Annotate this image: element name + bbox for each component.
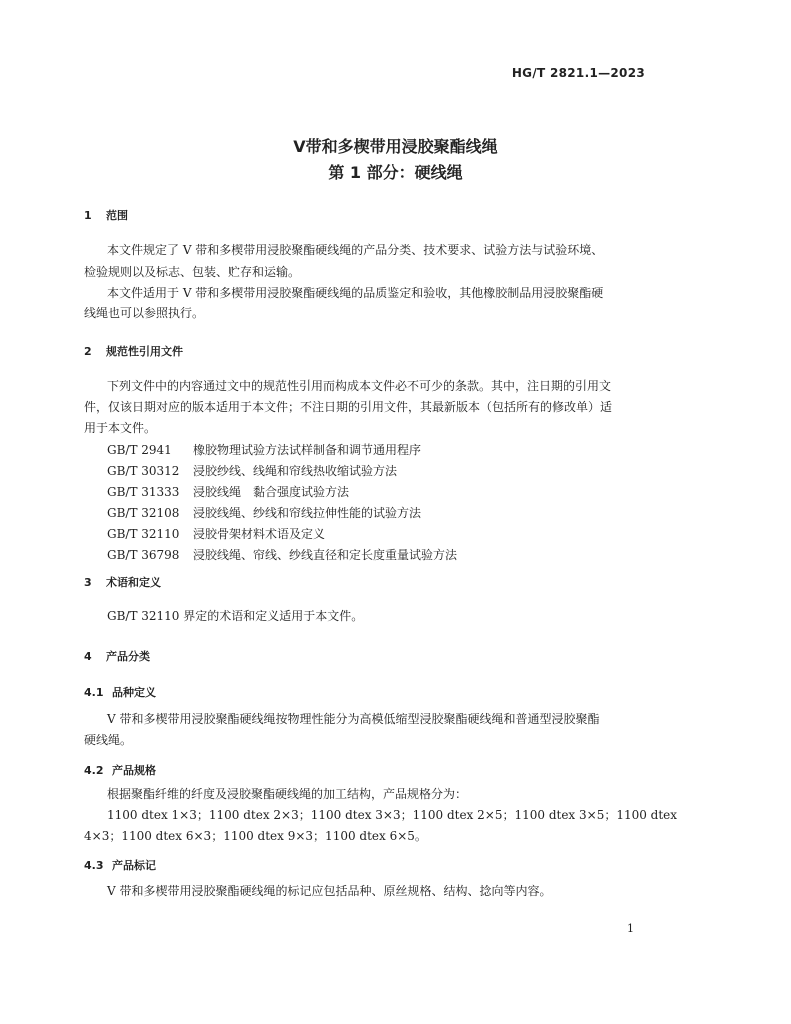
- paragraph-line: GB/T 32110 界定的术语和定义适用于本文件。: [107, 609, 364, 623]
- section-title: 规范性引用文件: [106, 345, 183, 358]
- paragraph-line: 件，仅该日期对应的版本适用于本文件；不注日期的引用文件，其最新版本（包括所有的修改单）适: [84, 400, 613, 414]
- reference-item: [107, 462, 397, 479]
- section-title: 产品分类: [106, 650, 150, 663]
- section-title: 范围: [106, 209, 128, 222]
- document-title: V带和多楔带用浸胶聚酯线绳: [293, 137, 498, 156]
- reference-code: GB/T 32108: [107, 506, 180, 520]
- paragraph-line: 线绳也可以参照执行。: [84, 306, 205, 320]
- section-heading-2: [84, 343, 183, 359]
- reference-title: 橡胶物理试验方法试样制备和调节通用程序: [193, 443, 422, 457]
- reference-item: [107, 483, 349, 500]
- paragraph-line: V 带和多楔带用浸胶聚酯硬线绳的标记应包括品种、原丝规格、结构、捻向等内容。: [107, 884, 552, 898]
- subsection-heading-4-2: [84, 762, 156, 778]
- paragraph-line: 根据聚酯纤维的纤度及浸胶聚酯硬线绳的加工结构，产品规格分为：: [107, 787, 468, 801]
- paragraph-line: 硬线绳。: [84, 733, 133, 747]
- section-heading-3: [84, 574, 161, 590]
- section-title: 产品标记: [112, 859, 156, 872]
- section-number: 4.3: [84, 859, 104, 872]
- section-number: 1: [84, 209, 92, 222]
- section-number: 2: [84, 345, 92, 358]
- reference-title: 浸胶纱线、线绳和帘线热收缩试验方法: [193, 464, 398, 478]
- paragraph-line: 本文件适用于 V 带和多楔带用浸胶聚酯硬线绳的品质鉴定和验收，其他橡胶制品用浸胶聚酯硬: [107, 286, 604, 300]
- reference-title: 浸胶线绳、帘线、纱线直径和定长度重量试验方法: [193, 548, 458, 562]
- paragraph-line: 4×3；1100 dtex 6×3；1100 dtex 9×3；1100 dtex 6×5。: [84, 829, 427, 843]
- section-number: 4.2: [84, 764, 104, 777]
- paragraph-line: 检验规则以及标志、包装、贮存和运输。: [84, 265, 301, 279]
- standard-code: HG/T 2821.1—2023: [511, 66, 645, 80]
- reference-code: GB/T 31333: [107, 485, 180, 499]
- section-heading-1: [84, 207, 128, 223]
- paragraph-line: 本文件规定了 V 带和多楔带用浸胶聚酯硬线绳的产品分类、技术要求、试验方法与试验环境、: [107, 243, 604, 257]
- reference-item: [107, 525, 325, 542]
- section-title: 品种定义: [112, 686, 156, 699]
- section-number: 4: [84, 650, 92, 663]
- reference-code: GB/T 32110: [107, 527, 180, 541]
- paragraph-line: V 带和多楔带用浸胶聚酯硬线绳按物理性能分为高模低缩型浸胶聚酯硬线绳和普通型浸胶聚酯: [107, 712, 600, 726]
- reference-item: [107, 504, 421, 521]
- paragraph-line: 下列文件中的内容通过文中的规范性引用而构成本文件必不可少的条款。其中，注日期的引用文: [107, 379, 612, 393]
- reference-title: 浸胶线绳 黏合强度试验方法: [193, 485, 350, 499]
- section-heading-4: [84, 648, 150, 664]
- section-title: 术语和定义: [106, 576, 161, 589]
- section-number: 3: [84, 576, 92, 589]
- reference-item: [107, 441, 421, 458]
- reference-code: GB/T 36798: [107, 548, 180, 562]
- reference-code: GB/T 30312: [107, 464, 180, 478]
- reference-title: 浸胶线绳、纱线和帘线拉伸性能的试验方法: [193, 506, 422, 520]
- section-number: 4.1: [84, 686, 104, 699]
- subsection-heading-4-3: [84, 857, 156, 873]
- reference-title: 浸胶骨架材料术语及定义: [193, 527, 326, 541]
- reference-item: [107, 546, 457, 563]
- reference-code: GB/T 2941: [107, 443, 172, 457]
- section-title: 产品规格: [112, 764, 156, 777]
- document-subtitle: 第 1 部分：硬线绳: [328, 163, 463, 182]
- paragraph-line: 用于本文件。: [84, 421, 157, 435]
- paragraph-line: 1100 dtex 1×3；1100 dtex 2×3；1100 dtex 3×3；1100 dtex 2×5；1100 dtex 3×5；1100 dtex: [107, 808, 678, 822]
- page-number: 1: [627, 922, 634, 935]
- subsection-heading-4-1: [84, 684, 156, 700]
